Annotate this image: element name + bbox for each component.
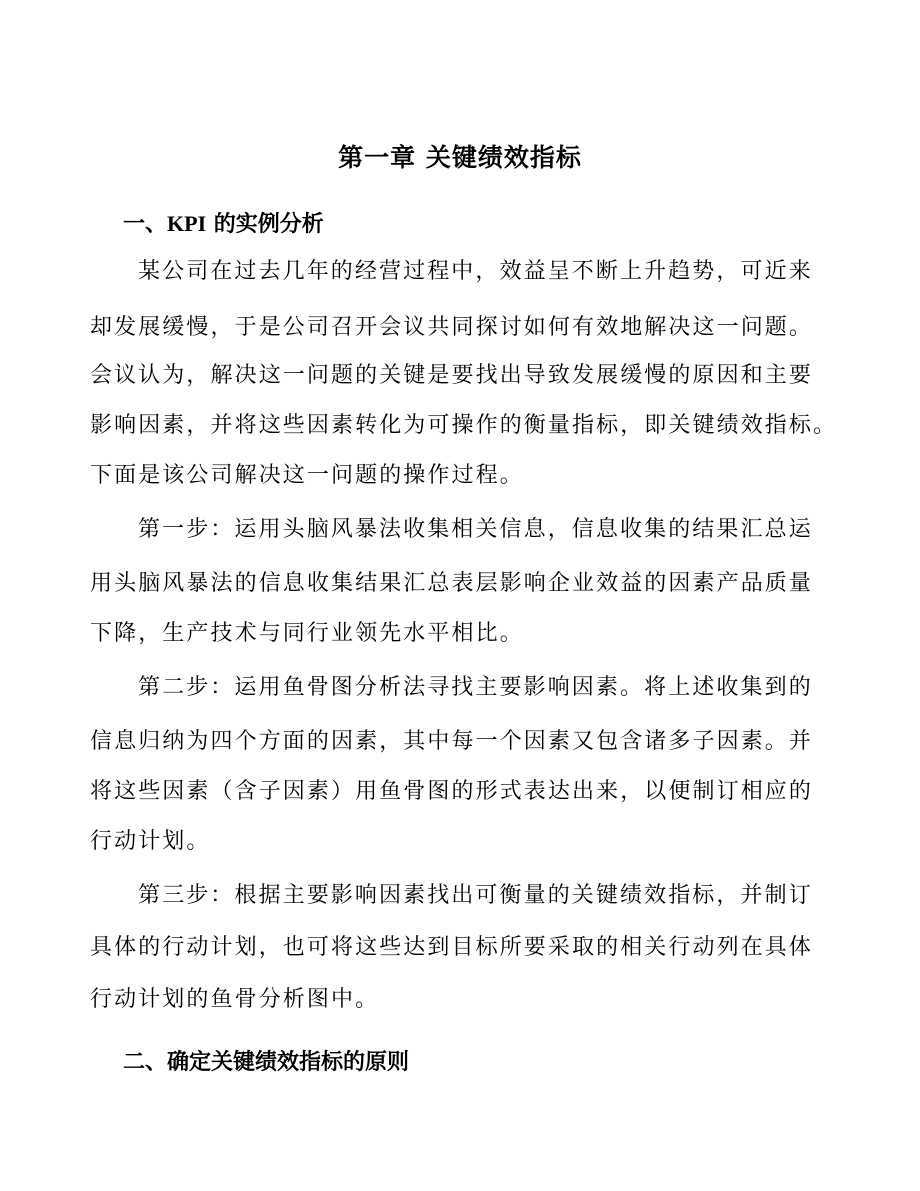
paragraph-2-line-2: 用头脑风暴法的信息收集结果汇总表层影响企业效益的因素产品质量 [90, 571, 814, 596]
paragraph-2-line-1: 第一步：运用头脑风暴法收集相关信息，信息收集的结果汇总运 [138, 517, 813, 542]
paragraph-1-line-5: 下面是该公司解决这一问题的操作过程。 [90, 463, 524, 488]
paragraph-4-line-3: 行动计划的鱼骨分析图中。 [90, 987, 380, 1012]
paragraph-1-line-2: 却发展缓慢，于是公司召开会议共同探讨如何有效地解决这一问题。 [90, 315, 814, 340]
paragraph-4-line-1: 第三步：根据主要影响因素找出可衡量的关键绩效指标，并制订 [138, 883, 813, 908]
paragraph-4-line-2: 具体的行动计划，也可将这些达到目标所要采取的相关行动列在具体 [90, 935, 814, 960]
paragraph-1-line-4: 影响因素，并将这些因素转化为可操作的衡量指标，即关键绩效指标。 [90, 413, 838, 438]
section-heading-latin: KPI [167, 211, 207, 236]
paragraph-2-line-3: 下降，生产技术与同行业领先水平相比。 [90, 621, 524, 646]
paragraph-1-line-3: 会议认为，解决这一问题的关键是要找出导致发展缓慢的原因和主要 [90, 363, 814, 388]
paragraph-1-line-1: 某公司在过去几年的经营过程中，效益呈不断上升趋势，可近来 [138, 259, 813, 284]
chapter-title: 第一章 关键绩效指标 [338, 143, 582, 172]
section-heading-kpi-example [123, 208, 324, 240]
section-heading-prefix: 一、 [123, 211, 168, 237]
paragraph-3-line-2: 信息归纳为四个方面的因素，其中每一个因素又包含诸多子因素。并 [90, 729, 814, 754]
paragraph-3-line-3: 将这些因素（含子因素）用鱼骨图的形式表达出来，以便制订相应的 [90, 779, 814, 804]
section-heading-suffix: 的实例分析 [206, 211, 324, 237]
paragraph-3-line-1: 第二步：运用鱼骨图分析法寻找主要影响因素。将上述收集到的 [138, 675, 813, 700]
section-heading-kpi-principles: 二、确定关键绩效指标的原则 [123, 1049, 410, 1075]
paragraph-3-line-4: 行动计划。 [90, 829, 211, 854]
